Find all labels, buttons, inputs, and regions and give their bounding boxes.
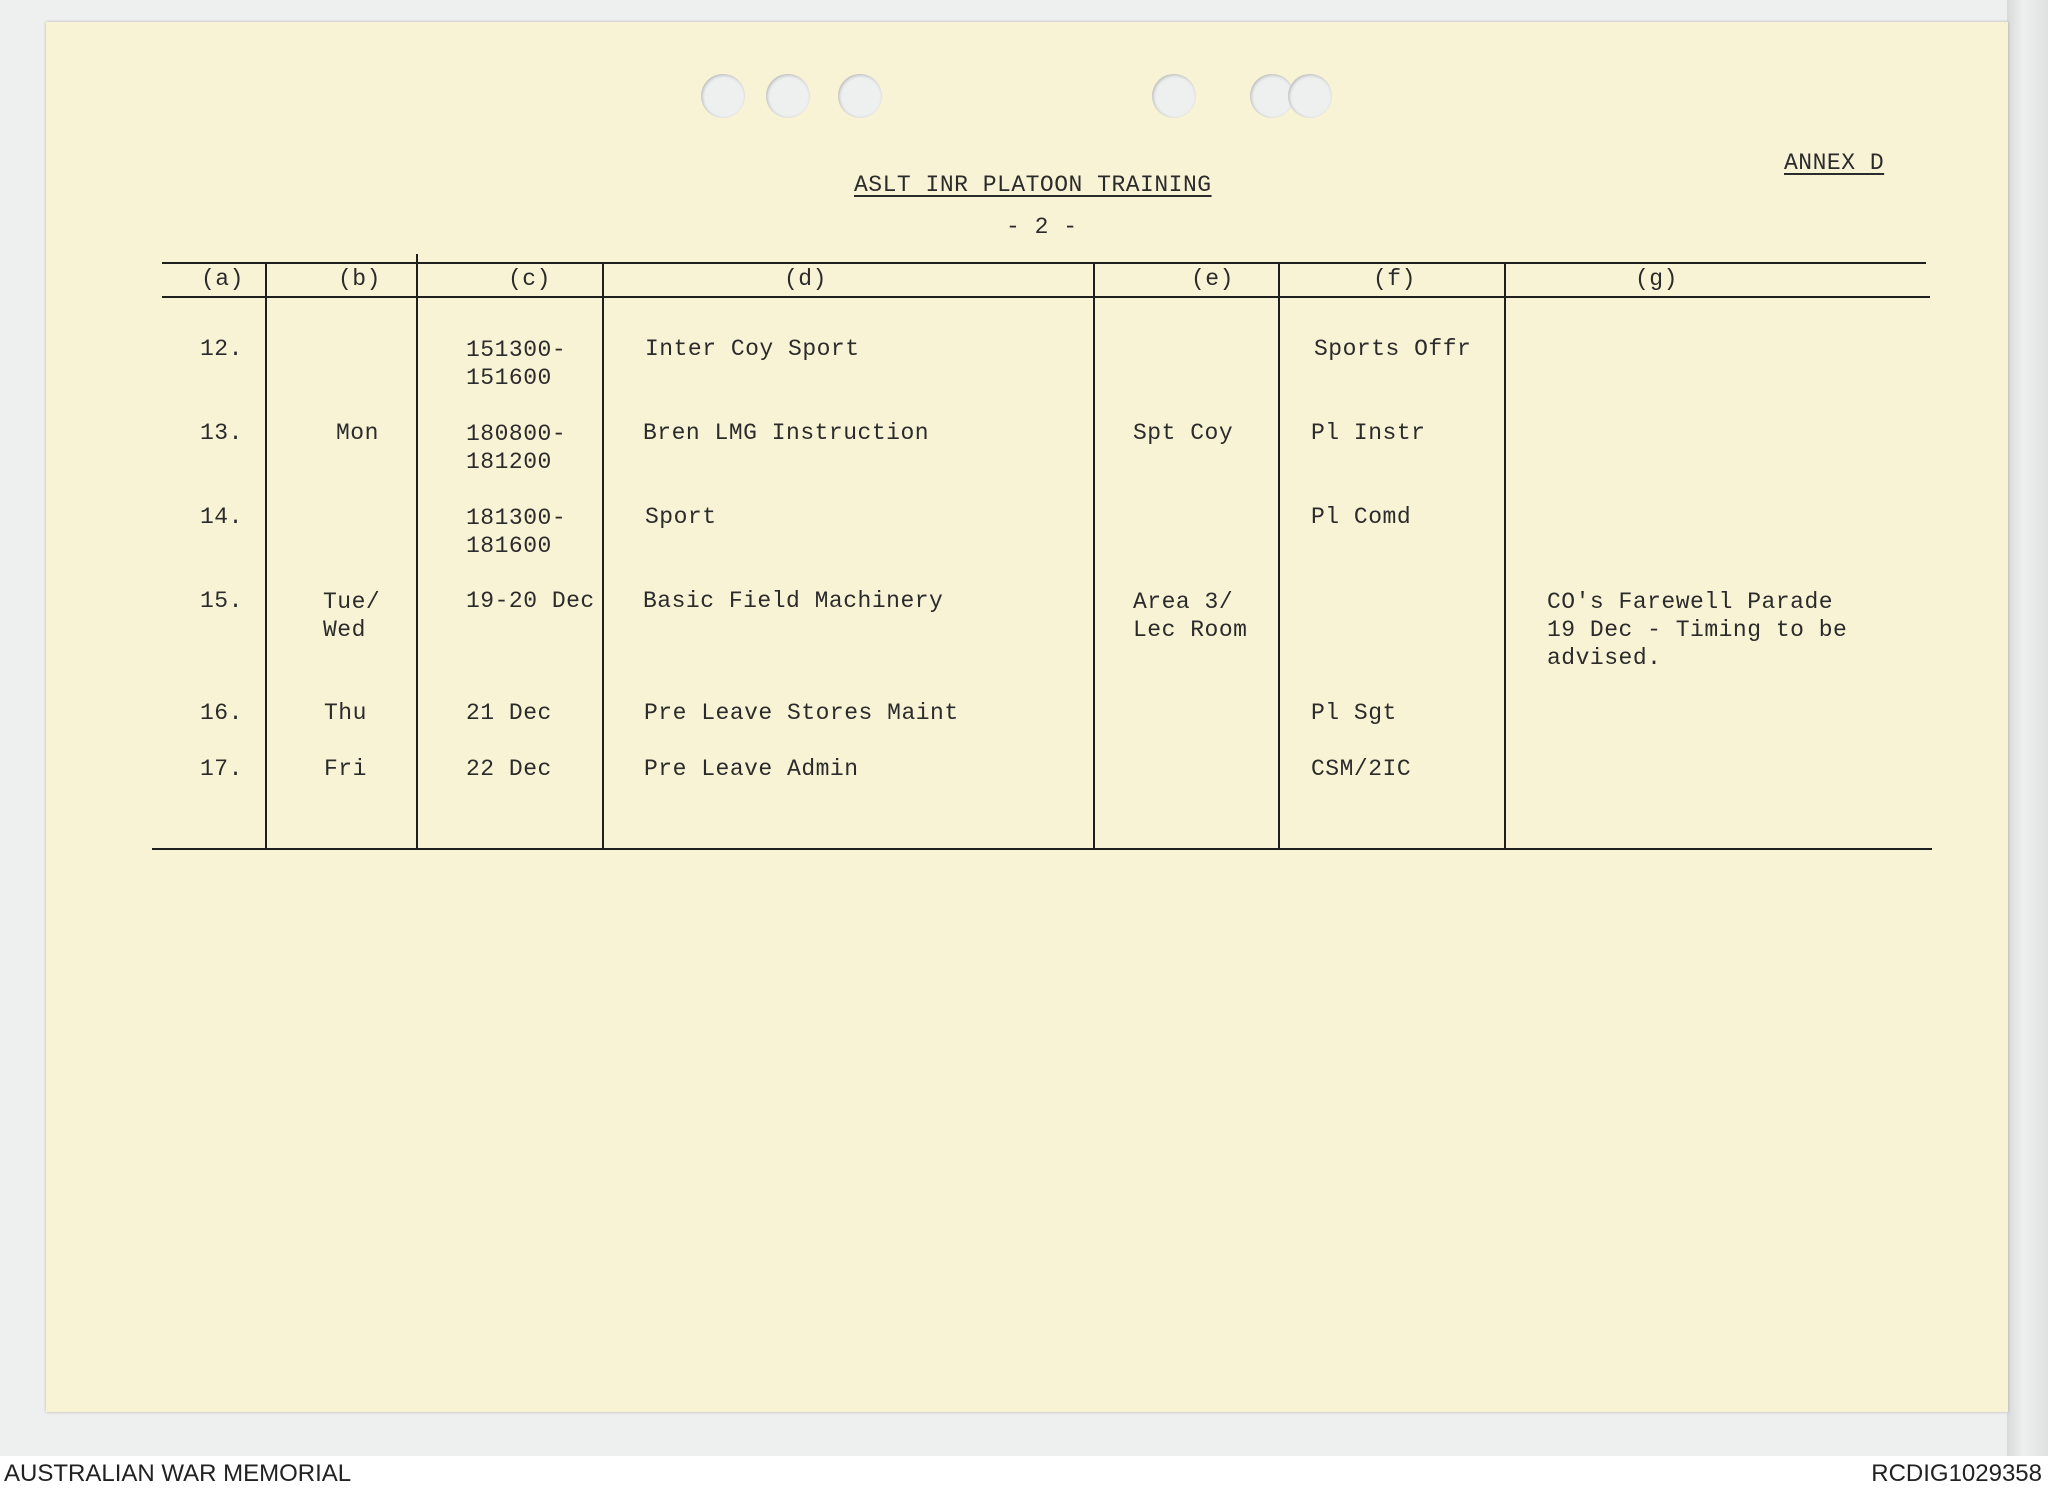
table-cell-e: Area 3/ Lec Room — [1133, 589, 1248, 643]
column-divider — [602, 262, 604, 850]
table-cell-a: 15. — [200, 588, 243, 614]
table-cell-c: 180800- 181200 — [466, 421, 567, 475]
punch-hole — [1288, 74, 1332, 118]
table-cell-d: Pre Leave Stores Maint — [644, 700, 959, 726]
paper-edge — [2007, 0, 2048, 1460]
table-cell-a: 12. — [200, 336, 243, 362]
table-cell-c: 151300- 151600 — [466, 337, 567, 391]
item-id-caption: RCDIG1029358 — [1871, 1460, 2042, 1487]
table-cell-d: Sport — [645, 504, 717, 530]
punch-hole — [1152, 74, 1196, 118]
column-header-d: (d) — [784, 266, 827, 292]
table-cell-f: Sports Offr — [1314, 336, 1472, 362]
page-number: - 2 - — [1006, 214, 1078, 240]
table-cell-c: 181300- 181600 — [466, 505, 567, 559]
punch-hole — [701, 74, 745, 118]
table-cell-b: Thu — [324, 700, 367, 726]
table-cell-f: Pl Sgt — [1311, 700, 1397, 726]
table-cell-a: 13. — [200, 420, 243, 446]
column-divider — [1093, 262, 1095, 850]
column-header-a: (a) — [201, 266, 244, 292]
annex-label: ANNEX D — [1784, 150, 1885, 176]
table-cell-e: Spt Coy — [1133, 420, 1234, 446]
caption-bar — [0, 1456, 2048, 1491]
table-cell-b: Fri — [324, 756, 367, 782]
column-header-e: (e) — [1191, 266, 1234, 292]
table-cell-f: CSM/2IC — [1311, 756, 1412, 782]
table-cell-a: 16. — [200, 700, 243, 726]
table-cell-c: 19-20 Dec — [466, 588, 595, 614]
table-cell-a: 17. — [200, 756, 243, 782]
punch-hole — [838, 74, 882, 118]
table-bottom-rule — [152, 848, 1932, 850]
document-title: ASLT INR PLATOON TRAINING — [854, 172, 1212, 198]
table-cell-c: 21 Dec — [466, 700, 552, 726]
document-page — [46, 22, 2008, 1412]
column-divider — [416, 254, 418, 850]
column-header-g: (g) — [1635, 266, 1678, 292]
table-cell-c: 22 Dec — [466, 756, 552, 782]
table-cell-a: 14. — [200, 504, 243, 530]
table-cell-d: Pre Leave Admin — [644, 756, 859, 782]
table-cell-f: Pl Instr — [1311, 420, 1426, 446]
table-top-rule — [162, 262, 1926, 264]
column-divider — [1278, 262, 1280, 850]
punch-hole — [766, 74, 810, 118]
table-cell-d: Bren LMG Instruction — [643, 420, 930, 446]
column-header-c: (c) — [508, 266, 551, 292]
table-cell-g: CO's Farewell Parade 19 Dec - Timing to be advised. — [1547, 589, 1848, 671]
source-caption: AUSTRALIAN WAR MEMORIAL — [4, 1460, 352, 1487]
table-cell-b: Mon — [336, 420, 379, 446]
table-cell-f: Pl Comd — [1311, 504, 1412, 530]
column-header-b: (b) — [338, 266, 381, 292]
table-cell-b: Tue/ Wed — [323, 589, 381, 643]
column-divider — [1504, 262, 1506, 850]
table-cell-d: Basic Field Machinery — [643, 588, 944, 614]
table-cell-d: Inter Coy Sport — [645, 336, 860, 362]
table-header-rule — [162, 296, 1930, 298]
column-divider — [265, 262, 267, 850]
column-header-f: (f) — [1373, 266, 1416, 292]
